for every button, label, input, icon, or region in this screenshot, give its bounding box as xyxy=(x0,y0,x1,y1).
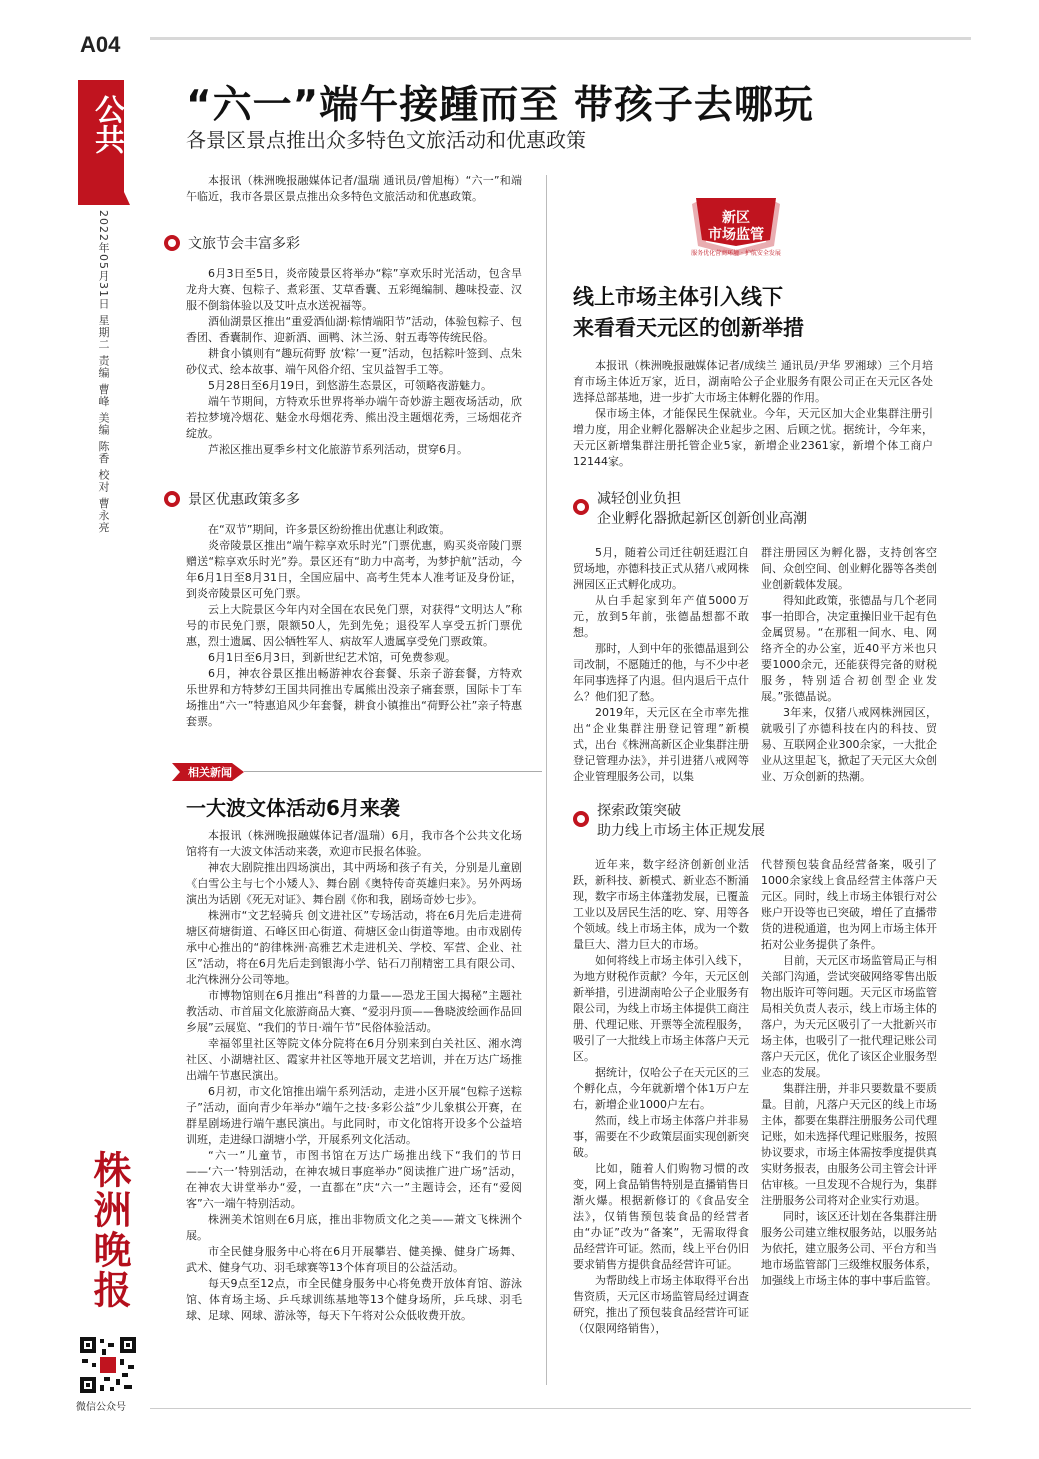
paragraph: 株洲美术馆则在6月底，推出非物质文化之美——萧文飞株洲个展。 xyxy=(186,1213,522,1242)
section2-body xyxy=(186,522,522,730)
side-section1-col-b xyxy=(761,545,937,785)
dateline: 2022年05月31日 星期二 责编 曹峰 美编 陈香 校对 曹永亮 xyxy=(97,210,110,534)
side-lead xyxy=(573,358,933,470)
paragraph: 得知此政策，张德晶与几个老同事一拍即合，决定重操旧业干起有色金属贸易。“在那租一间水、电、网络齐全的办公室，近40平方米也只要1000余元，还能获得完备的财税服务，特别适合初创型企业发展。”张德晶说。 xyxy=(761,594,937,703)
top-rule xyxy=(150,37,971,40)
section-title-text: 文旅节会丰富多彩 xyxy=(188,236,300,252)
side-section2-col-b xyxy=(761,857,937,1289)
paragraph: 6月1日至6月3日，到新世纪艺术馆，可免费参观。 xyxy=(208,651,456,664)
paragraph: 耕食小镇则有“趣玩荷野 放‘粽’一夏”活动，包括粽叶签到、点朱砂仪式、绘本故事、端午风俗介绍、宝贝益智手工等。 xyxy=(186,347,522,376)
paragraph: 在“双节”期间，许多景区纷纷推出优惠让利政策。 xyxy=(208,523,451,536)
paragraph: 同时，该区还计划在各集群注册服务公司建立维权服务站，以服务站为依托，建立服务公司、平台方和当地市场监管部门三级维权服务体系，加强线上市场主体的事中事后监管。 xyxy=(761,1210,937,1287)
section-title-text: 景区优惠政策多多 xyxy=(188,492,300,508)
paragraph: 代替预包装食品经营备案，吸引了1000余家线上食品经营主体落户天元区。同时，线上市场主体银行对公账户开设等也已突破，增任了直播带货的进税通道，也为网上市场主体开拓对公业务提供了条件。 xyxy=(761,858,937,951)
paragraph: 6月3日至5日，炎帝陵景区将举办“粽”享欢乐时光活动，包含旱龙舟大赛、包粽子、煮彩蛋、艾草香囊、五彩绳编制、趣味投壶、汉服不倒翁体验以及艾叶点水送祝福等。 xyxy=(186,267,522,312)
paragraph: 神农大剧院推出四场演出，其中两场和孩子有关，分别是儿童剧《白雪公主与七个小矮人》、舞台剧《奥特传奇英雄归来》。另外两场演出为话剧《死无对证》、舞台剧《你和我，剧场奇妙七步》。 xyxy=(186,861,522,906)
bottom-rule xyxy=(150,1408,971,1409)
side-section1-title xyxy=(573,489,807,529)
related-rule xyxy=(244,771,542,772)
paragraph: “六一”儿童节，市图书馆在万达广场推出线下“我们的节日——‘六一’特别活动，在神农城日事庭举办”阅读推广进广场”活动，在神农大讲堂举办“爱，一直都在”庆“六一”主题诗会，还有“爱阅客”六一端午特别活动。 xyxy=(186,1149,522,1210)
related-news-tag xyxy=(172,763,244,781)
paragraph: 炎帝陵景区推出“端午粽享欢乐时光”门票优惠，购买炎帝陵门票赠送“粽享欢乐时光”券。景区还有“助力中高考，为梦护航”活动，今年6月1日至8月31日，全国应届中、高考生凭本人准考证及身份证，到炎帝陵景区可免门票。 xyxy=(186,539,522,600)
column-badge xyxy=(690,196,782,268)
paragraph: 3年来，仅猪八戒网株洲园区，就吸引了亦德科技在内的科技、贸易、互联网企业300余家，一大批企业从这里起飞，掀起了天元区大众创业、万众创新的热潮。 xyxy=(761,706,937,783)
paragraph: 本报讯（株洲晚报融媒体记者/温瑞）6月，我市各个公共文化场馆将有一大波文体活动来袭，欢迎市民报名体验。 xyxy=(186,829,522,858)
paragraph: 群注册园区为孵化器，支持创客空间、众创空间、创业孵化器等各类创业创新载体发展。 xyxy=(761,546,937,591)
page-number: A04 xyxy=(80,32,121,57)
qr-label: 微信公众号 xyxy=(76,1402,126,1413)
main-headline: “六一”端午接踵而至 带孩子去哪玩 xyxy=(186,83,814,128)
paragraph: 6月，神农谷景区推出畅游神农谷套餐、乐亲子游套餐，方特欢乐世界和方特梦幻王国共同推出专属熊出没亲子痛套票，国际卡丁车场推出“六一”特惠追风少年套餐，耕食小镇推出“荷野公社”亲子特惠套票。 xyxy=(186,667,522,728)
side-section-subtitle: 助力线上市场主体正规发展 xyxy=(597,823,765,839)
paragraph: 酒仙湖景区推出“重爱酒仙湖·粽情端阳节”活动，体验包粽子、包香团、香囊制作、迎新酒、画鸭、沐兰汤、射五毒等传统民俗。 xyxy=(186,315,522,344)
section-title-discounts xyxy=(164,489,300,509)
related-headline: 一大波文体活动6月来袭 xyxy=(186,796,400,820)
paragraph: 每天9点至12点，市全民健身服务中心将免费开放体育馆、游泳馆、体育场主场、乒乓球训练基地等13个健身场所，乒乓球、羽毛球、足球、网球、游泳等，每天下午将对公众低收费开放。 xyxy=(186,1277,522,1322)
section-tab xyxy=(78,80,130,205)
badge-line1: 新区 xyxy=(722,210,750,226)
side-section-title: 减轻创业负担 xyxy=(597,491,681,507)
paragraph: 云上大院景区今年内对全国在农民免门票，对获得“文明达人”称号的市民免门票，限额50人，先到先免；退役军人享受五折门票优惠，烈士遗属、因公牺牲军人、病故军人遗属享受免门票政策。 xyxy=(186,603,522,648)
side-section-title: 探索政策突破 xyxy=(597,803,681,819)
paragraph: 保市场主体，才能保民生保就业。今年，天元区加大企业集群注册引增力度，用企业孵化器解决企业起步之困、后顾之忧。据统计，今年来，天元区新增集群注册托管企业5家，新增企业2361家，新增个体工商户12144家。 xyxy=(573,407,933,468)
main-lead xyxy=(186,173,522,205)
column-divider xyxy=(546,175,547,1385)
lead-paragraph: 本报讯（株洲晚报融媒体记者/温瑞 通讯员/曾旭梅）“六一”和端午临近，我市各景区景点推出众多特色文旅活动和优惠政策。 xyxy=(186,174,522,203)
paragraph: 如何将线上市场主体引入线下，为地方财税作贡献？今年，天元区创新举措，引进湖南哈公子企业服务有限公司，为线上市场主体提供工商注册、代理记账、开票等全流程服务，吸引了一大批线上市场主体落户天元区。 xyxy=(573,954,749,1063)
side-headline xyxy=(573,282,804,344)
paragraph: 株洲市“文艺轻骑兵 创文进社区”专场活动，将在6月先后走进荷塘区荷塘街道、石峰区田心街道、荷塘区金山街道等地。由市戏剧传承中心推出的“韵律株洲·高雅艺术走进机关、学校、军营、企业、社区”活动，将在6月先后走到银海小学、钻石刀削精密工具有限公司、北汽株洲分公司等地。 xyxy=(186,909,522,986)
side-section-subtitle: 企业孵化器掀起新区创新创业高潮 xyxy=(597,511,807,527)
paper-logo: 株洲晚报 xyxy=(87,1150,132,1310)
qr-code-icon[interactable] xyxy=(80,1337,136,1393)
paragraph: 从白手起家到年产值5000万元，放到5年前，张德晶想都不敢想。 xyxy=(573,594,749,639)
badge-line2: 市场监管 xyxy=(708,227,764,243)
side-section1-col-a xyxy=(573,545,749,785)
bullet-icon xyxy=(573,811,589,827)
paragraph: 端午节期间，方特欢乐世界将举办端午奇妙游主题夜场活动，欣若拉梦境冷烟花、魅金水母烟花秀、熊出没主题烟花秀，三场烟花齐绽放。 xyxy=(186,395,522,440)
paragraph: 为帮助线上市场主体取得平台出售资质，天元区市场监管局经过调查研究，推出了预包装食品经营许可证（仅限网络销售）， xyxy=(573,1274,749,1335)
paragraph: 目前，天元区市场监管局正与相关部门沟通，尝试突破网络零售出版物出版许可等问题。天元区市场监管局相关负责人表示，线上市场主体的落户，为天元区吸引了一大批新兴市场主体，也吸引了一批代理记账公司落户天元区，优化了该区企业服务型业态的发展。 xyxy=(761,954,937,1079)
paragraph: 集群注册，并非只要数量不要质量。目前，凡落户天元区的线上市场主体，都要在集群注册服务公司代理记账，如未选择代理记账服务，按照协议要求，市场主体需按季度提供真实财务报表，由服务公司主管会计评估审核。一旦发现不合规行为，集群注册服务公司将对企业实行劝退。 xyxy=(761,1082,937,1207)
section-title-festivals xyxy=(164,233,300,253)
related-body xyxy=(186,828,522,1324)
side-section2-title xyxy=(573,801,765,841)
paragraph: 2019年，天元区在全市率先推出“企业集群注册登记管理”新模式，出台《株洲高新区企业集群注册登记管理办法》，并引进猪八戒网等企业管理服务公司，以集 xyxy=(573,706,749,783)
paragraph: 比如，随着人们购物习惯的改变，网上食品销售特别是直播销售日渐火爆。根据新修订的《食品安全法》，仅销售预包装食品的经营者由“办证”改为“备案”，无需取得食品经营许可证。然而，线上平台仍旧要求销售方提供食品经营许可证。 xyxy=(573,1162,749,1271)
paragraph: 市全民健身服务中心将在6月开展攀岩、健美操、健身广场舞、武术、健身气功、羽毛球赛等13个体育项目的公益活动。 xyxy=(186,1245,522,1274)
paragraph: 芦淞区推出夏季乡村文化旅游节系列活动，贯穿6月。 xyxy=(208,443,468,456)
paragraph: 然而，线上市场主体落户并非易事，需要在不少政策层面实现创新突破。 xyxy=(573,1114,749,1159)
main-subhead: 各景区景点推出众多特色文旅活动和优惠政策 xyxy=(186,128,586,152)
badge-line3: 服务优化营商环境 · 护航安全发展 xyxy=(691,250,781,257)
paragraph: 5月28日至6月19日，到悠游生态景区，可领略夜游魅力。 xyxy=(208,379,492,392)
bullet-icon xyxy=(573,499,589,515)
side-headline-line1: 线上市场主体引入线下 xyxy=(573,285,783,309)
side-section2-col-a xyxy=(573,857,749,1337)
paragraph: 本报讯（株洲晚报融媒体记者/成续兰 通讯员/尹华 罗湘球）三个月培育市场主体近万家，近日，湖南哈公子企业服务有限公司正在天元区各处选择总部基地，进一步扩大市场主体孵化器的作用。 xyxy=(573,359,933,404)
paragraph: 据统计，仅哈公子在天元区的三个孵化点，今年就新增个体1万户左右，新增企业1000户左右。 xyxy=(573,1066,749,1111)
paragraph: 5月，随着公司迁往朝廷遐江自贸场地，亦德科技正式从猪八戒网株洲园区正式孵化成功。 xyxy=(573,546,749,591)
side-headline-line2: 来看看天元区的创新举措 xyxy=(573,316,804,340)
bullet-icon xyxy=(164,235,180,251)
bullet-icon xyxy=(164,491,180,507)
paragraph: 6月初，市文化馆推出端午系列活动，走进小区开展“包粽子送粽子”活动，面向青少年举办“端午之技·多彩公益”少儿象棋公开赛，在群星剧场进行端午惠民演出。与此同时，市文化馆将开设多个公益培训班，走进绿口湖塘小学，开展系列文化活动。 xyxy=(186,1085,522,1146)
paragraph: 近年来，数字经济创新创业活跃，新科技、新模式、新业态不断涌现，数字市场主体蓬勃发展，已覆盖工业以及居民生活的吃、穿、用等各个领域。线上市场主体，成为一个数量巨大、潜力巨大的市场。 xyxy=(573,858,749,951)
paragraph: 那时，人到中年的张德晶退到公司改制，不愿随迁的他，与不少中老年同事选择了内退。但内退后干点什么？他们犯了愁。 xyxy=(573,642,749,703)
paragraph: 市博物馆则在6月推出“科普的力量——恐龙王国大揭秘”主题社教活动、市首届文化旅游商品大赛、“爱羽丹顶——鲁晓波绘画作品回乡展”云展览、“我们的节日·端午节”民俗体验活动。 xyxy=(186,989,522,1034)
tag-label: 相关新闻 xyxy=(188,766,232,779)
paragraph: 幸福邻里社区等院文体分院将在6月分别来到白关社区、湘水湾社区、小湖塘社区、霞家井社区等地开展文艺培训，并在万达广场推出端午节惠民演出。 xyxy=(186,1037,522,1082)
section-label: 公共 xyxy=(89,94,124,154)
section1-body xyxy=(186,266,522,458)
